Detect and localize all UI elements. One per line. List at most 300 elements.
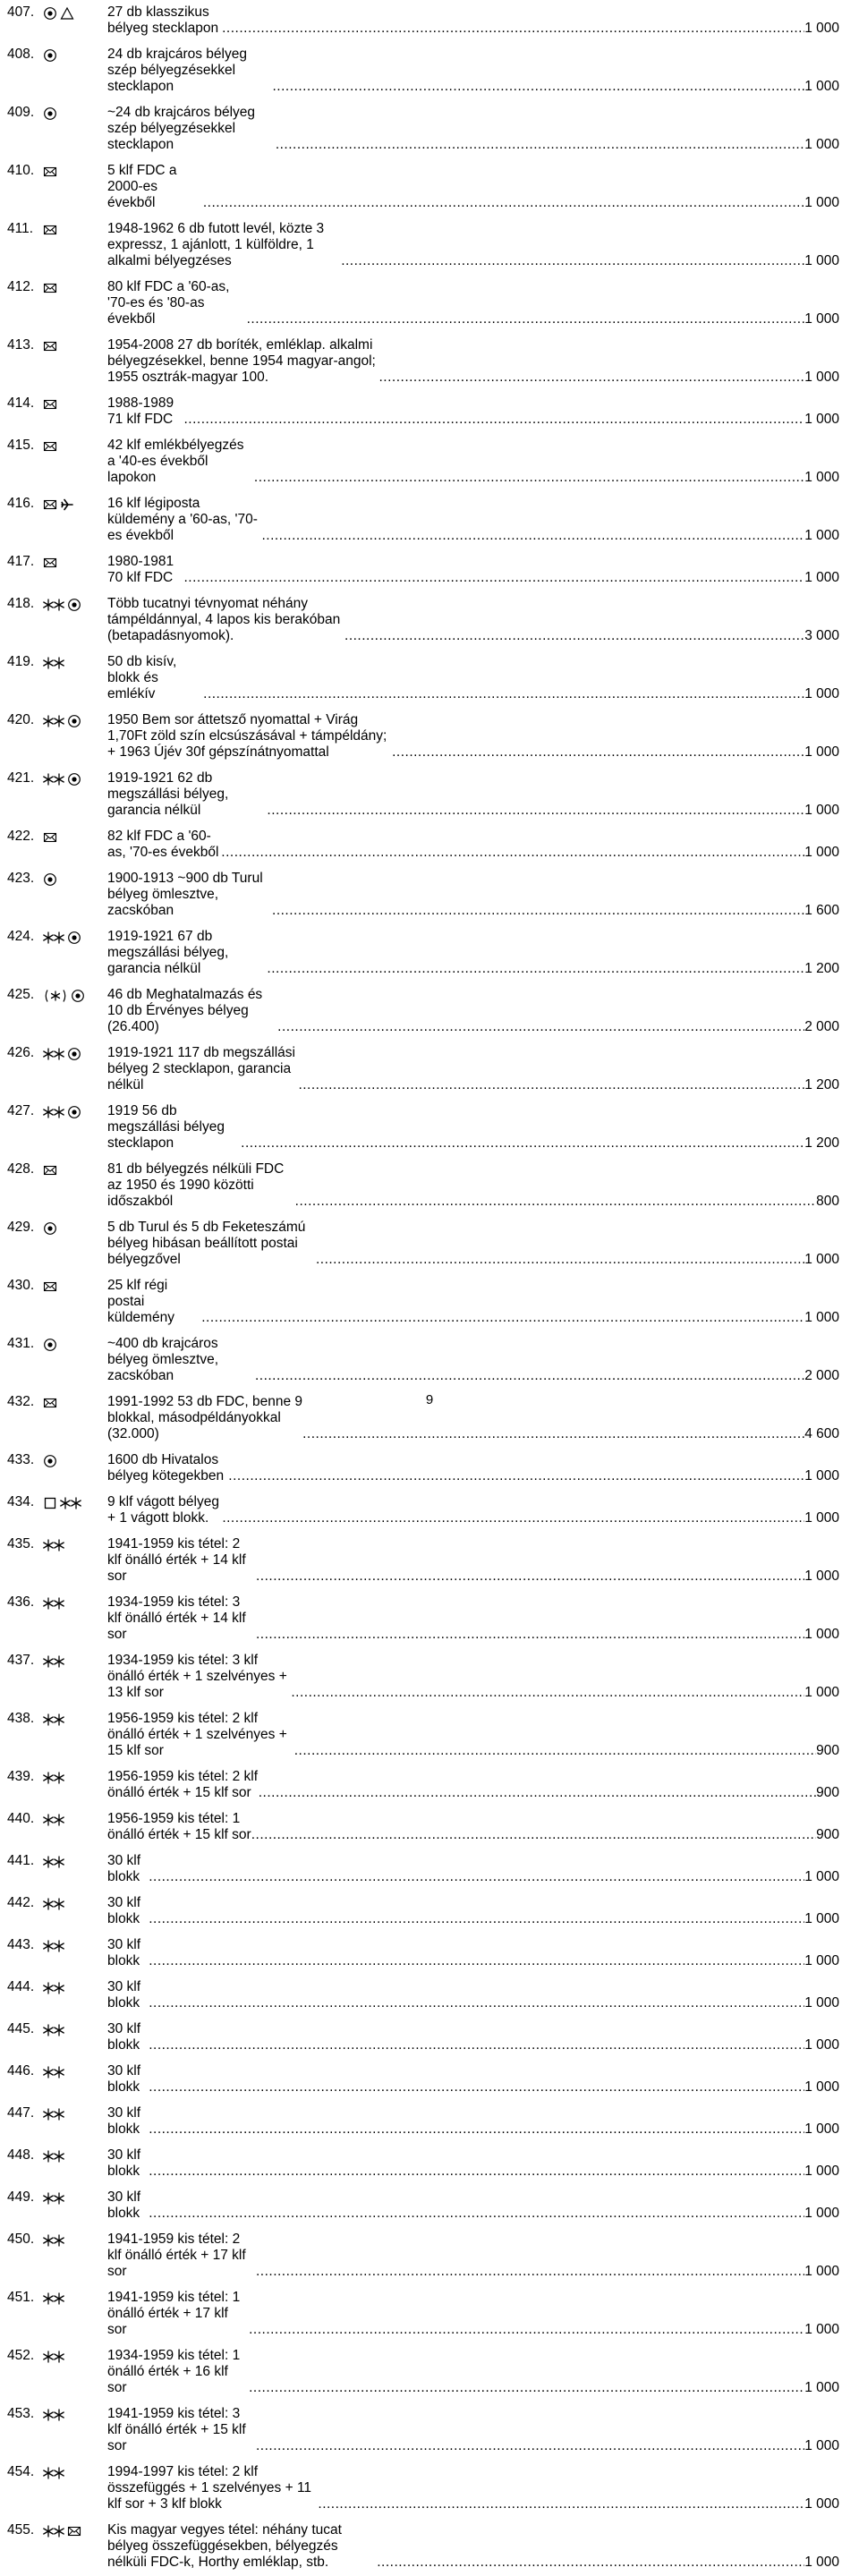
lot-icons <box>43 1161 107 1177</box>
lot-row <box>7 1891 839 1933</box>
lot-icons <box>43 1494 107 1510</box>
lot-row <box>7 982 839 1041</box>
lot-number: 421. <box>7 770 35 786</box>
envelope-icon <box>43 281 57 295</box>
lot-number: 410. <box>7 163 35 178</box>
dot-leader <box>272 903 804 919</box>
lot-row <box>7 158 839 217</box>
imperforate-icon <box>43 1496 57 1510</box>
mint-never-hinged-icon <box>43 1654 64 1669</box>
envelope-icon <box>43 397 57 412</box>
lot-number: 428. <box>7 1161 35 1177</box>
lot-price: 1 000 <box>804 1252 839 1267</box>
lot-row <box>7 1041 839 1099</box>
lot-row <box>7 1157 839 1215</box>
lot-row <box>7 2143 839 2185</box>
lot-row <box>7 2343 839 2402</box>
lot-row <box>7 2285 839 2343</box>
lot-description: 1988-1989 71 klf FDC <box>107 395 174 427</box>
dot-leader <box>149 2037 804 2053</box>
dot-leader <box>256 2438 804 2454</box>
lot-row <box>7 766 839 824</box>
lot-description: 1934-1959 kis tétel: 3 klf önálló érték + 14 klf sor <box>107 1594 246 1642</box>
lot-row <box>7 1933 839 1975</box>
lot-number: 422. <box>7 829 35 844</box>
lot-row <box>7 433 839 491</box>
lot-number: 435. <box>7 1536 35 1552</box>
lot-icons <box>43 596 107 612</box>
lot-price: 1 000 <box>804 2264 839 2279</box>
lot-price: 2 000 <box>804 1368 839 1383</box>
lot-icons <box>43 438 107 454</box>
lot-row <box>7 2518 839 2576</box>
lot-icons <box>43 4 107 21</box>
lot-row <box>7 217 839 275</box>
mint-never-hinged-icon <box>43 2107 64 2121</box>
lot-icons <box>43 1895 107 1911</box>
mint-never-hinged-icon <box>43 2524 64 2538</box>
lot-price: 1 000 <box>804 2121 839 2137</box>
mint-never-hinged-icon <box>43 1771 64 1785</box>
lot-row <box>7 1099 839 1157</box>
dot-leader <box>256 1627 804 1643</box>
dot-leader <box>149 2079 804 2096</box>
lot-price: 1 000 <box>804 1468 839 1484</box>
dot-leader <box>377 2555 804 2571</box>
lot-icons <box>43 871 107 887</box>
cancelled-stamp-icon <box>67 1105 81 1119</box>
lot-description: 1919-1921 62 db megszállási bélyeg, garancia nélkül <box>107 770 229 818</box>
lot-price: 1 000 <box>804 570 839 585</box>
lot-row <box>7 42 839 100</box>
dot-leader <box>341 253 804 269</box>
lot-row <box>7 1215 839 1273</box>
lot-icons <box>43 279 107 295</box>
lot-number: 426. <box>7 1045 35 1060</box>
envelope-icon <box>67 2524 81 2538</box>
lot-number: 409. <box>7 105 35 120</box>
lot-row <box>7 2460 839 2518</box>
lot-price: 3 000 <box>804 628 839 643</box>
lot-row <box>7 0 839 42</box>
dot-leader <box>291 1685 804 1701</box>
lot-description: ~24 db krajcáros bélyeg szép bélyegzésekkel stecklapon <box>107 105 256 152</box>
lot-number: 411. <box>7 221 34 236</box>
lot-icons <box>43 1452 107 1468</box>
mint-never-hinged-icon <box>43 1538 64 1552</box>
lot-row <box>7 1448 839 1490</box>
mint-never-hinged-icon <box>43 2023 64 2037</box>
lot-icons <box>43 2021 107 2037</box>
envelope-icon <box>43 556 57 570</box>
lot-price: 1 000 <box>804 470 839 485</box>
mint-never-hinged-icon <box>43 656 64 670</box>
envelope-icon <box>43 223 57 237</box>
lot-price: 1 000 <box>804 2164 839 2179</box>
lot-number: 408. <box>7 47 35 62</box>
dot-leader <box>302 1426 804 1442</box>
cancelled-stamp-icon <box>43 1454 57 1468</box>
lot-number: 430. <box>7 1278 35 1293</box>
lot-row <box>7 1273 839 1331</box>
lot-number: 453. <box>7 2406 35 2421</box>
dot-leader <box>378 370 804 386</box>
envelope-icon <box>43 1279 57 1294</box>
lot-description: 1954-2008 27 db boríték, emléklap. alkalmi bélyegzésekkel, benne 1954 magyar-angol; 1955 osztrák-magyar 100. <box>107 337 376 385</box>
dot-leader <box>318 2496 804 2512</box>
lot-description: Kis magyar vegyes tétel: néhány tucat bélyeg összefüggésekben, bélyegzés nélküli FDC-k, Horthy emléklap, stb. <box>107 2522 342 2570</box>
lot-description: 1991-1992 53 db FDC, benne 9 blokkal, másodpéldányokkal (32.000) <box>107 1394 303 1441</box>
dot-leader <box>241 1135 804 1152</box>
lot-row <box>7 650 839 708</box>
lot-price: 1 000 <box>804 1310 839 1325</box>
lot-row <box>7 1331 839 1390</box>
dot-leader <box>267 961 804 977</box>
lot-icons <box>43 654 107 670</box>
lot-number: 452. <box>7 2348 35 2363</box>
mint-never-hinged-icon <box>43 772 64 786</box>
lot-row <box>7 2402 839 2460</box>
lot-description: 30 klf blokk <box>107 2105 141 2137</box>
lot-number: 442. <box>7 1895 35 1910</box>
lot-list <box>7 0 839 2576</box>
mint-never-hinged-icon <box>43 2233 64 2248</box>
lot-icons <box>43 712 107 728</box>
dot-leader <box>201 1310 804 1326</box>
lot-number: 423. <box>7 871 35 886</box>
dot-leader <box>149 1869 804 1885</box>
lot-description: 5 klf FDC a 2000-es évekből <box>107 163 177 210</box>
mint-never-hinged-icon <box>43 2149 64 2164</box>
envelope-icon <box>43 497 57 512</box>
lot-icons <box>43 1711 107 1727</box>
dot-leader <box>249 2322 804 2338</box>
lot-description: ~400 db krajcáros bélyeg ömlesztve, zacskóban <box>107 1336 219 1383</box>
lot-description: 27 db klasszikus bélyeg stecklapon <box>107 4 219 36</box>
lot-description: 1919-1921 67 db megszállási bélyeg, garancia nélkül <box>107 929 229 976</box>
lot-icons <box>43 47 107 63</box>
page-number: 9 <box>425 1392 434 1407</box>
lot-description: 30 klf blokk <box>107 2021 141 2053</box>
mint-never-hinged-icon <box>60 1496 81 1510</box>
lot-price: 1 000 <box>804 2438 839 2453</box>
lot-price: 1 000 <box>804 1627 839 1642</box>
lot-description: 1600 db Hivatalos bélyeg kötegekben <box>107 1452 225 1484</box>
dot-leader <box>149 1953 804 1969</box>
lot-description: 81 db bélyegzés nélküli FDC az 1950 és 1990 közötti időszakból <box>107 1161 285 1209</box>
dot-leader <box>149 2206 804 2222</box>
lot-number: 446. <box>7 2063 35 2079</box>
dot-leader <box>251 1827 816 1843</box>
lot-description: 1956-1959 kis tétel: 1 önálló érték + 15 klf sor <box>107 1811 251 1842</box>
lot-price: 1 200 <box>804 961 839 976</box>
cancelled-stamp-icon <box>43 48 57 63</box>
lot-description: 30 klf blokk <box>107 1937 141 1968</box>
envelope-icon <box>43 1163 57 1177</box>
lot-icons <box>43 2348 107 2364</box>
mint-never-hinged-icon <box>43 714 64 728</box>
lot-price: 1 000 <box>804 21 839 36</box>
lot-price: 1 000 <box>804 2555 839 2570</box>
lot-icons <box>43 2406 107 2422</box>
dot-leader <box>344 628 804 644</box>
lot-number: 440. <box>7 1811 35 1826</box>
lot-icons <box>43 987 107 1003</box>
lot-number: 439. <box>7 1769 35 1784</box>
dot-leader <box>392 744 804 761</box>
lot-number: 443. <box>7 1937 35 1952</box>
lot-price: 1 200 <box>804 1077 839 1092</box>
dot-leader <box>267 803 804 819</box>
lot-description: 30 klf blokk <box>107 1979 141 2011</box>
lot-icons <box>43 1811 107 1827</box>
lot-price: 1 000 <box>804 1685 839 1700</box>
lot-number: 424. <box>7 929 35 944</box>
envelope-icon <box>43 830 57 845</box>
lot-icons <box>43 1103 107 1119</box>
mint-never-hinged-icon <box>43 931 64 945</box>
lot-price: 1 000 <box>804 370 839 385</box>
cancelled-stamp-icon <box>71 989 85 1003</box>
lot-number: 448. <box>7 2147 35 2163</box>
lot-icons <box>43 2232 107 2248</box>
dot-leader <box>184 570 805 586</box>
lot-number: 436. <box>7 1594 35 1610</box>
lot-price: 1 000 <box>804 2380 839 2395</box>
lot-price: 1 000 <box>804 1911 839 1926</box>
lot-number: 432. <box>7 1394 35 1409</box>
lot-number: 450. <box>7 2232 35 2247</box>
lot-row <box>7 391 839 433</box>
dot-leader <box>255 1368 804 1384</box>
lot-number: 437. <box>7 1653 35 1668</box>
lot-description: 46 db Meghatalmazás és 10 db Érvényes bélyeg (26.400) <box>107 987 263 1034</box>
lot-price: 1 000 <box>804 79 839 94</box>
lot-price: 1 000 <box>804 1869 839 1884</box>
lot-number: 431. <box>7 1336 35 1351</box>
lot-icons <box>43 395 107 412</box>
lot-price: 1 600 <box>804 903 839 918</box>
lot-icons <box>43 1278 107 1294</box>
triangle-icon <box>60 6 74 21</box>
mint-never-hinged-icon <box>43 1939 64 1953</box>
lot-price: 1 000 <box>804 2322 839 2337</box>
lot-description: 1941-1959 kis tétel: 1 önálló érték + 17 klf sor <box>107 2290 241 2337</box>
cancelled-stamp-icon <box>43 6 57 21</box>
envelope-icon <box>43 439 57 454</box>
lot-price: 900 <box>816 1785 839 1800</box>
dot-leader <box>277 1019 804 1035</box>
lot-row <box>7 2101 839 2143</box>
mint-never-hinged-icon <box>43 1813 64 1827</box>
cancelled-stamp-icon <box>43 1221 57 1236</box>
mint-never-hinged-icon <box>43 1897 64 1911</box>
mint-never-hinged-icon <box>43 1047 64 1061</box>
lot-number: 438. <box>7 1711 35 1726</box>
lot-icons <box>43 554 107 570</box>
dot-leader <box>222 21 804 37</box>
lot-icons <box>43 337 107 353</box>
lot-price: 1 000 <box>804 1953 839 1968</box>
lot-description: 1934-1959 kis tétel: 3 klf önálló érték + 1 szelvényes + 13 klf sor <box>107 1653 287 1700</box>
lot-number: 416. <box>7 496 35 511</box>
lot-icons <box>43 163 107 179</box>
lot-price: 1 000 <box>804 528 839 543</box>
lot-row <box>7 1648 839 1706</box>
lot-description: 1941-1959 kis tétel: 2 klf önálló érték + 17 klf sor <box>107 2232 246 2279</box>
dot-leader <box>272 79 804 95</box>
lot-number: 414. <box>7 395 35 411</box>
lot-price: 1 000 <box>804 2037 839 2053</box>
dot-leader <box>221 845 804 861</box>
mint-never-hinged-icon <box>43 1713 64 1727</box>
lot-description: Több tucatnyi tévnyomat néhány támpéldánnyal, 4 lapos kis berakóban (betapadásnyomok). <box>107 596 341 643</box>
lot-icons <box>43 2522 107 2538</box>
dot-leader <box>149 2164 804 2180</box>
mint-never-hinged-icon <box>43 1596 64 1611</box>
lot-row <box>7 491 839 549</box>
dot-leader <box>184 412 805 428</box>
envelope-icon <box>43 339 57 353</box>
dot-leader <box>254 470 804 486</box>
lot-icons <box>43 1937 107 1953</box>
lot-row <box>7 549 839 591</box>
lot-description: 1948-1962 6 db futott levél, közte 3 expressz, 1 ajánlott, 1 külföldre, 1 alkalmi bélyegzéses <box>107 221 325 268</box>
lot-price: 1 000 <box>804 412 839 427</box>
lot-row <box>7 2227 839 2285</box>
cancelled-stamp-icon <box>67 772 81 786</box>
mint-never-hinged-icon <box>43 1981 64 1995</box>
lot-row <box>7 1706 839 1764</box>
lot-row <box>7 708 839 766</box>
lot-description: 1934-1959 kis tétel: 1 önálló érték + 16 klf sor <box>107 2348 241 2395</box>
lot-price: 1 000 <box>804 2496 839 2512</box>
lot-description: 16 klf légiposta küldemény a '60-as, '70-es évekből <box>107 496 258 543</box>
mint-never-hinged-icon <box>43 2408 64 2422</box>
lot-price: 1 000 <box>804 845 839 860</box>
lot-price: 900 <box>816 1743 839 1758</box>
lot-row <box>7 1807 839 1849</box>
lot-description: 30 klf blokk <box>107 1853 141 1884</box>
lot-row <box>7 924 839 982</box>
lot-description: 30 klf blokk <box>107 2063 141 2095</box>
lot-number: 445. <box>7 2021 35 2036</box>
cancelled-stamp-icon <box>43 872 57 887</box>
dot-leader <box>228 1468 804 1484</box>
lot-price: 1 000 <box>804 195 839 210</box>
dot-leader <box>149 2121 804 2138</box>
dot-leader <box>149 1911 804 1927</box>
lot-description: 30 klf blokk <box>107 2147 141 2179</box>
lot-price: 800 <box>816 1194 839 1209</box>
lot-icons <box>43 1336 107 1352</box>
lot-icons <box>43 221 107 237</box>
lot-row <box>7 2017 839 2059</box>
lot-number: 455. <box>7 2522 35 2538</box>
lot-price: 1 000 <box>804 1995 839 2011</box>
lot-description: 9 klf vágott bélyeg + 1 vágott blokk. <box>107 1494 219 1526</box>
lot-icons <box>43 1536 107 1552</box>
lot-icons <box>43 1045 107 1061</box>
lot-price: 900 <box>816 1827 839 1842</box>
lot-row <box>7 1849 839 1891</box>
lot-icons <box>43 2464 107 2480</box>
lot-number: 425. <box>7 987 35 1002</box>
dot-leader <box>298 1077 804 1093</box>
envelope-icon <box>43 165 57 179</box>
lot-icons <box>43 829 107 845</box>
dot-leader <box>203 195 804 211</box>
lot-price: 1 000 <box>804 803 839 818</box>
lot-description: 1919 56 db megszállási bélyeg stecklapon <box>107 1103 225 1151</box>
mint-never-hinged-icon <box>43 2466 64 2480</box>
lot-icons <box>43 929 107 945</box>
cancelled-stamp-icon <box>67 1047 81 1061</box>
lot-icons <box>43 2105 107 2121</box>
lot-icons <box>43 105 107 121</box>
lot-number: 454. <box>7 2464 35 2479</box>
mint-never-hinged-icon <box>43 2291 64 2306</box>
lot-number: 415. <box>7 438 35 453</box>
lot-description: 82 klf FDC a '60-as, '70-es évekből <box>107 829 219 860</box>
mint-never-hinged-icon <box>43 1855 64 1869</box>
lot-description: 30 klf blokk <box>107 2189 141 2221</box>
lot-price: 1 000 <box>804 686 839 701</box>
lot-price: 4 600 <box>804 1426 839 1441</box>
dot-leader <box>295 1194 816 1210</box>
lot-number: 407. <box>7 4 35 20</box>
lot-number: 441. <box>7 1853 35 1868</box>
lot-description: 50 db kisív, blokk és emlékív <box>107 654 177 701</box>
lot-row <box>7 275 839 333</box>
dot-leader <box>276 137 804 153</box>
airplane-icon <box>60 497 74 512</box>
lot-number: 419. <box>7 654 35 669</box>
mint-never-hinged-icon <box>43 2065 64 2079</box>
lot-price: 1 000 <box>804 137 839 152</box>
lot-description: 1956-1959 kis tétel: 2 klf önálló érték + 15 klf sor <box>107 1769 259 1800</box>
lot-number: 413. <box>7 337 35 353</box>
lot-row <box>7 100 839 158</box>
lot-description: 1956-1959 kis tétel: 2 klf önálló érték + 1 szelvényes + 15 klf sor <box>107 1711 287 1758</box>
lot-row <box>7 333 839 391</box>
lot-description: 1919-1921 117 db megszállási bélyeg 2 stecklapon, garancia nélkül <box>107 1045 295 1092</box>
dot-leader <box>256 2264 804 2280</box>
lot-icons <box>43 2189 107 2206</box>
lot-description: 1900-1913 ~900 db Turul bélyeg ömlesztve, zacskóban <box>107 871 263 918</box>
lot-row <box>7 2059 839 2101</box>
lot-number: 418. <box>7 596 35 611</box>
dot-leader <box>249 2380 804 2396</box>
lot-description: 1980-1981 70 klf FDC <box>107 554 174 585</box>
mint-hinged-icon <box>43 989 68 1003</box>
lot-number: 444. <box>7 1979 35 1994</box>
lot-icons <box>43 2147 107 2164</box>
lot-icons <box>43 1853 107 1869</box>
cancelled-stamp-icon <box>43 1338 57 1352</box>
lot-description: 30 klf blokk <box>107 1895 141 1926</box>
lot-number: 447. <box>7 2105 35 2121</box>
dot-leader <box>261 528 804 544</box>
lot-number: 420. <box>7 712 35 727</box>
lot-row <box>7 591 839 650</box>
lot-description: 1941-1959 kis tétel: 3 klf önálló érték + 15 klf sor <box>107 2406 246 2453</box>
lot-row <box>7 1532 839 1590</box>
lot-icons <box>43 1769 107 1785</box>
lot-icons <box>43 1653 107 1669</box>
lot-number: 427. <box>7 1103 35 1118</box>
lot-row <box>7 2185 839 2227</box>
